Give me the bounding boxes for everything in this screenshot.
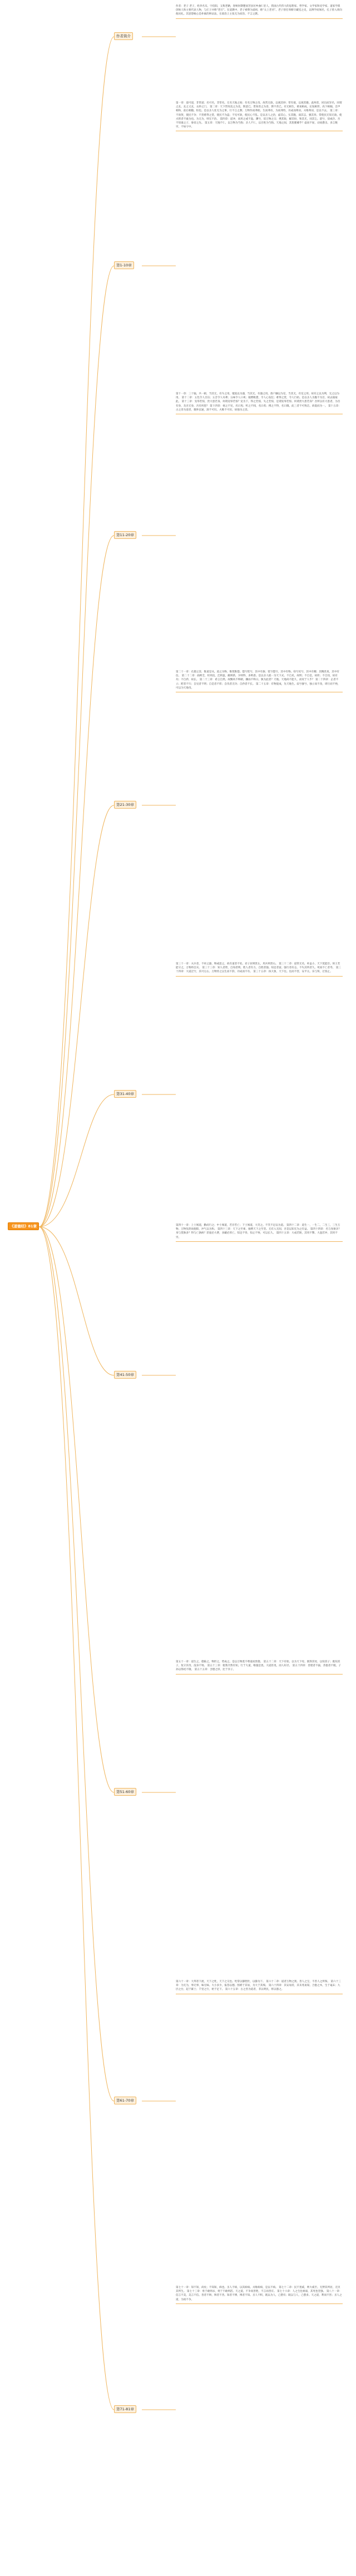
branch-ch41-50[interactable] [114,1371,136,1379]
branch-label: 第11-20章 [116,533,134,537]
leaf-ch41-50 [176,1223,343,1242]
leaf-ch11-20 [176,392,343,414]
leaf-ch61-70 [176,1980,343,1994]
leaf-text: 第四十一章：上士闻道，勤而行之；中士闻道，若存若亡；下士闻道，大笑之。不笑不足以为道。 第四十二章：道生一，一生二，二生三，三生万物。万物负阴而抱阳，冲气以为和。 第四十三章：天下之至柔，驰骋天下之至坚。无有入无间，吾是以知无为之有益。 第四十四章：名与身孰亲？身与货孰多？得与亡孰病？甚爱必大费，多藏必厚亡。知足不辱，知止不殆，可以长久。 第四十五章：大成若缺，其用不弊。大盈若冲，其用不穷。 [176,1224,341,1239]
underline [176,1674,343,1675]
branch-ch51-60[interactable] [114,1788,136,1796]
leaf-text: 第十一章：三十辐，共一毂，当其无，有车之用。埏埴以为器，当其无，有器之用。凿户牖以为室，当其无，有室之用。故有之以为利，无之以为用。 第十二章：五色令人目盲；五音令人耳聋；五味令人口爽；驰骋畋猎，令人心发狂；难得之货，令人行妨。是以圣人为腹不为目，故去彼取此。 第十三章：宠辱若惊，贵大患若身。何谓宠辱若惊？宠为下，得之若惊，失之若惊，是谓宠辱若惊。何谓贵大患若身？吾所以有大患者，为吾有身，及吾无身，吾有何患？ 第十四章：视之不见，名曰夷；听之不闻，名曰希；搏之不得，名曰微。此三者不可致诘，故混而为一。 第十五章：古之善为道者，微妙玄通，深不可识。夫唯不可识，故强为之容。 [176,393,341,412]
branch-label: 第71-81章 [116,2407,134,2411]
connector-root-branch-1 [39,266,114,1227]
leaf-text: 第三十一章：夫兵者，不祥之器，物或恶之，故有道者不处。君子居则贵左，用兵则贵右。 第三十二章：道常无名，朴虽小，天下莫能臣。侯王若能守之，万物将自宾。 第三十三章：知人者智，自知者明。胜人者有力，自胜者强。知足者富。强行者有志。不失其所者久。死而不亡者寿。 第三十四章：大道泛兮，其可左右。万物恃之以生而不辞，功成而不有。 第三十五章：执大象，天下往。往而不害，安平太。乐与饵，过客止。 [176,963,341,974]
branch-label: 第21-30章 [116,802,134,807]
connector-root-branch-2 [39,536,114,1227]
leaf-text: 第七十一章：知不知，尚矣；不知知，病也。圣人不病，以其病病。夫唯病病，是以不病。 第七十二章：民不畏威，则大威至。无狎其所居，无厌其所生。 第七十三章：勇于敢则杀，勇于不敢则活。天之道，不争而善胜，不言而善应。 第七十六章：人之生也柔弱，其死也坚强。 第八十一章：信言不美，美言不信。善者不辩，辩者不善。知者不博，博者不知。圣人不积，既以为人，己愈有；既以与人，己愈多。天之道，利而不害；圣人之道，为而不争。 [176,2286,342,2301]
branch-author[interactable] [114,32,133,40]
leaf-text: 作者：老子 老子，姓李名耳，字伯阳，又称老聃，春秋时期楚国苦县厉乡曲仁里人，我国古代伟大的思想家、哲学家、文学家和史学家，道家学派创始人和主要代表人物，与庄子并称“老庄”。在道教中，老子被尊为道祖，称“太上老君”。老子曾任周朝守藏室之史，以博学而闻名，孔子曾入周向他问礼。其思想核心是朴素的辩证法，在政治上主张无为而治、不言之教。 [176,5,342,16]
branch-label: 第51-60章 [116,1790,134,1794]
connector-root-branch-7 [39,1227,114,2101]
leaf-ch1-10 [176,101,343,131]
leaf-author [176,4,343,19]
leaf-ch51-60 [176,1660,343,1675]
leaf-text: 第六十一章：大邦者下流，天下之牝，天下之交也。牝常以静胜牡，以静为下。 第六十二章：道者万物之奥。善人之宝，不善人之所保。 第六十三章：为无为，事无事，味无味。大小多少，报怨以德。图难于其易，为大于其细。 第六十四章：其安易持，其未兆易谋。合抱之木，生于毫末；九层之台，起于累土；千里之行，始于足下。 第六十五章：古之善为道者，非以明民，将以愚之。 [176,1980,341,1992]
leaf-text: 第一章：道可道，非常道；名可名，非常名。无名天地之始；有名万物之母。故常无欲，以观其妙；常有欲，以观其徼。此两者，同出而异名，同谓之玄。玄之又玄，众妙之门。 第二章：天下皆知美之为美，斯恶已。皆知善之为善，斯不善已。有无相生，难易相成，长短相形，高下相倾，音声相和，前后相随。恒也。是以圣人处无为之事，行不言之教；万物作而弗始，生而弗有，为而弗恃，功成而弗居。夫唯弗居，是以不去。 第三章：不尚贤，使民不争；不贵难得之货，使民不为盗；不见可欲，使民心不乱。是以圣人之治，虚其心，实其腹，弱其志，强其骨。常使民无知无欲。使夫智者不敢为也。为无为，则无不治。 第四章：道冲，而用之或不盈。渊兮，似万物之宗；挫其锐，解其纷，和其光，同其尘。湛兮，似或存。吾不知谁之子，象帝之先。 第五章：天地不仁，以万物为刍狗；圣人不仁，以百姓为刍狗。天地之间，其犹橐龠乎？虚而不屈，动而愈出。多言数穷，不如守中。 [176,102,342,129]
branch-ch1-10[interactable] [114,261,134,269]
connector-root-branch-3 [39,805,114,1227]
root-node[interactable] [8,1222,39,1230]
underline [176,18,343,19]
branch-ch31-40[interactable] [114,1090,136,1098]
branch-label: 第31-40章 [116,1092,134,1096]
underline [176,976,343,977]
connector-root-branch-8 [39,1227,114,2410]
branch-ch11-20[interactable] [114,531,136,539]
branch-label: 第1-10章 [116,263,132,267]
branch-label: 作者简介 [116,34,131,38]
branch-label: 第41-50章 [116,1373,134,1377]
connector-root-branch-4 [39,1094,114,1227]
leaf-text: 第二十一章：孔德之容，惟道是从。道之为物，惟恍惟惚。惚兮恍兮，其中有象；恍兮惚兮，其中有物。窈兮冥兮，其中有精；其精甚真，其中有信。 第二十二章：曲则全，枉则直，洼则盈，敝则新，少则得，多则惑。是以圣人抱一为天下式。不自见，故明；不自是，故彰；不自伐，故有功；不自矜，故长。 第二十三章：希言自然。故飘风不终朝，骤雨不终日。孰为此者？天地。天地尚不能久，而况于人乎？ 第二十四章：企者不立；跨者不行；自见者不明；自是者不彰；自伐者无功；自矜者不长。 第二十五章：有物混成，先天地生。寂兮寥兮，独立而不改，周行而不殆，可以为天地母。 [176,671,340,690]
connector-root-branch-6 [39,1227,114,1792]
leaf-text: 第五十一章：道生之，德畜之，物形之，势成之。是以万物莫不尊道而贵德。 第五十二章：天下有始，以为天下母。既得其母，以知其子；既知其子，复守其母，没身不殆。 第五十三章：使我介然有知，行于大道，唯施是畏。大道甚夷，而人好径。 第五十四章：善建者不拔，善抱者不脱，子孙以祭祀不辍。 第五十五章：含德之厚，比于赤子。 [176,1661,341,1672]
leaf-ch21-30 [176,670,343,692]
underline [176,2303,343,2304]
root-label: 《道德经》81章 [10,1224,37,1228]
branch-ch61-70[interactable] [114,2097,136,2104]
connector-root-branch-5 [39,1227,114,1375]
branch-label: 第61-70章 [116,2098,134,2103]
branch-ch71-81[interactable] [114,2405,136,2413]
branch-ch21-30[interactable] [114,801,136,809]
leaf-ch31-40 [176,962,343,977]
leaf-ch71-81 [176,2286,343,2304]
underline [176,1241,343,1242]
